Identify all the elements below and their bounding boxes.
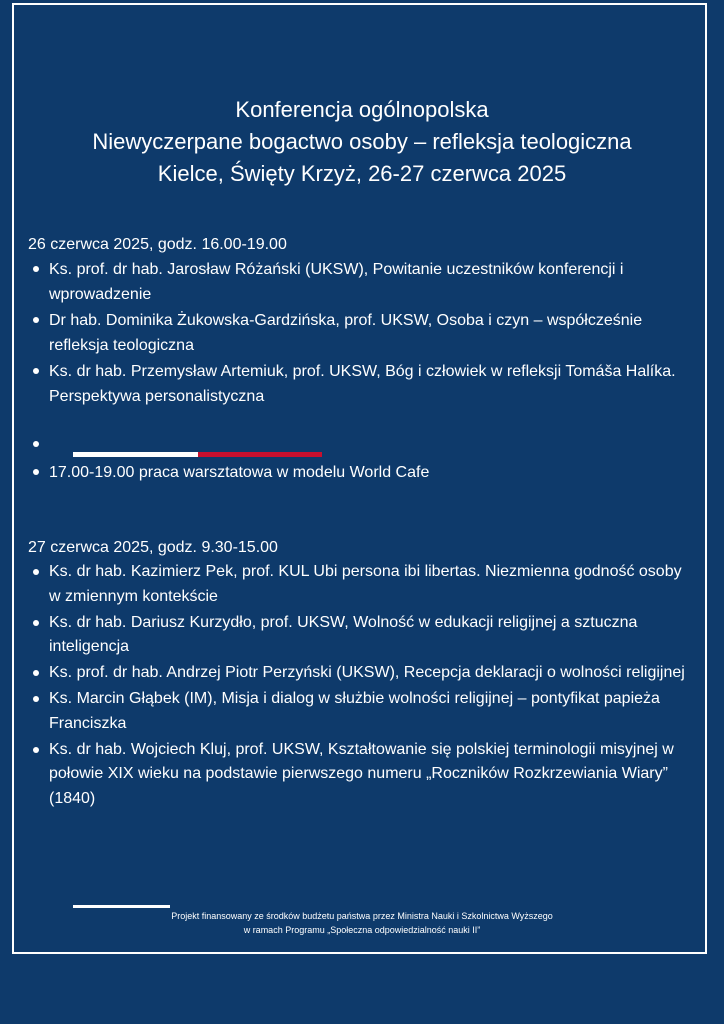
bullet-icon bbox=[33, 368, 39, 374]
bullet-icon bbox=[33, 670, 39, 676]
list-item-text: Dr hab. Dominika Żukowska-Gardzińska, prof. UKSW, Osoba i czyn – współcześnie refleksja teologiczna bbox=[49, 312, 643, 354]
funding-line-1: Projekt finansowany ze środków budżetu państwa przez Ministra Nauki i Szkolnictwa Wyższego bbox=[171, 911, 553, 921]
workshop-text: 17.00-19.00 praca warsztatowa w modelu World Cafe bbox=[49, 464, 430, 481]
conference-header bbox=[0, 94, 724, 190]
day2-program-list bbox=[28, 560, 688, 811]
bullet-icon bbox=[33, 469, 39, 475]
list-item bbox=[28, 687, 688, 736]
list-item-text: Ks. dr hab. Wojciech Kluj, prof. UKSW, Kształtowanie się polskiej terminologii misyjnej w połowie XIX wieku na podstawie pierwszego numeru „Roczników Rozkrzewiania Wiary” (1840) bbox=[49, 740, 674, 807]
funding-line-2: w ramach Programu „Społeczna odpowiedzialność nauki II” bbox=[243, 925, 481, 935]
list-item bbox=[28, 611, 688, 660]
list-item bbox=[28, 460, 688, 485]
list-item bbox=[28, 359, 688, 409]
workshop-section bbox=[28, 460, 688, 486]
day1-date: 26 czerwca 2025, godz. 16.00-19.00 bbox=[28, 236, 287, 253]
day1-section bbox=[28, 233, 688, 410]
day1-program-list bbox=[28, 257, 688, 409]
workshop-list bbox=[28, 460, 688, 485]
conference-title: Niewyczerpane bogactwo osoby – refleksja teologiczna bbox=[92, 129, 632, 154]
list-item-text: Ks. dr hab. Przemysław Artemiuk, prof. UKSW, Bóg i człowiek w refleksji Tomáša Halíka. Perspektywa personalistyczna bbox=[49, 363, 676, 405]
conference-type: Konferencja ogólnopolska bbox=[235, 97, 489, 122]
bullet-icon bbox=[33, 317, 39, 323]
bullet-icon bbox=[33, 569, 39, 575]
list-item bbox=[28, 738, 688, 812]
list-item-text: Ks. Marcin Głąbek (IM), Misja i dialog w służbie wolności religijnej – pontyfikat papieża Franciszka bbox=[49, 690, 660, 732]
list-item-text: Ks. dr hab. Dariusz Kurzydło, prof. UKSW, Wolność w edukacji religijnej a sztuczna inteligencja bbox=[49, 613, 638, 655]
bullet-icon bbox=[33, 696, 39, 702]
list-item bbox=[28, 308, 688, 358]
list-item-text: Ks. prof. dr hab. Jarosław Różański (UKSW), Powitanie uczestników konferencji i wprowadzenie bbox=[49, 261, 624, 303]
funding-note bbox=[0, 909, 724, 937]
list-item-text: Ks. prof. dr hab. Andrzej Piotr Perzyński (UKSW), Recepcja deklaracji o wolności religijnej bbox=[49, 664, 685, 681]
list-item bbox=[28, 661, 688, 686]
bullet-icon bbox=[33, 441, 39, 447]
footer-divider bbox=[73, 905, 170, 908]
flag-divider-red bbox=[198, 452, 322, 457]
bullet-icon bbox=[33, 747, 39, 753]
day2-section bbox=[28, 536, 688, 813]
day2-date: 27 czerwca 2025, godz. 9.30-15.00 bbox=[28, 539, 278, 556]
flag-divider-white bbox=[73, 452, 198, 457]
bullet-icon bbox=[33, 620, 39, 626]
list-item bbox=[28, 560, 688, 609]
bullet-icon bbox=[33, 266, 39, 272]
list-item bbox=[28, 257, 688, 307]
conference-place-date: Kielce, Święty Krzyż, 26-27 czerwca 2025 bbox=[157, 161, 567, 186]
list-item-text: Ks. dr hab. Kazimierz Pek, prof. KUL Ubi persona ibi libertas. Niezmienna godność osoby w zmiennym kontekście bbox=[49, 563, 682, 605]
